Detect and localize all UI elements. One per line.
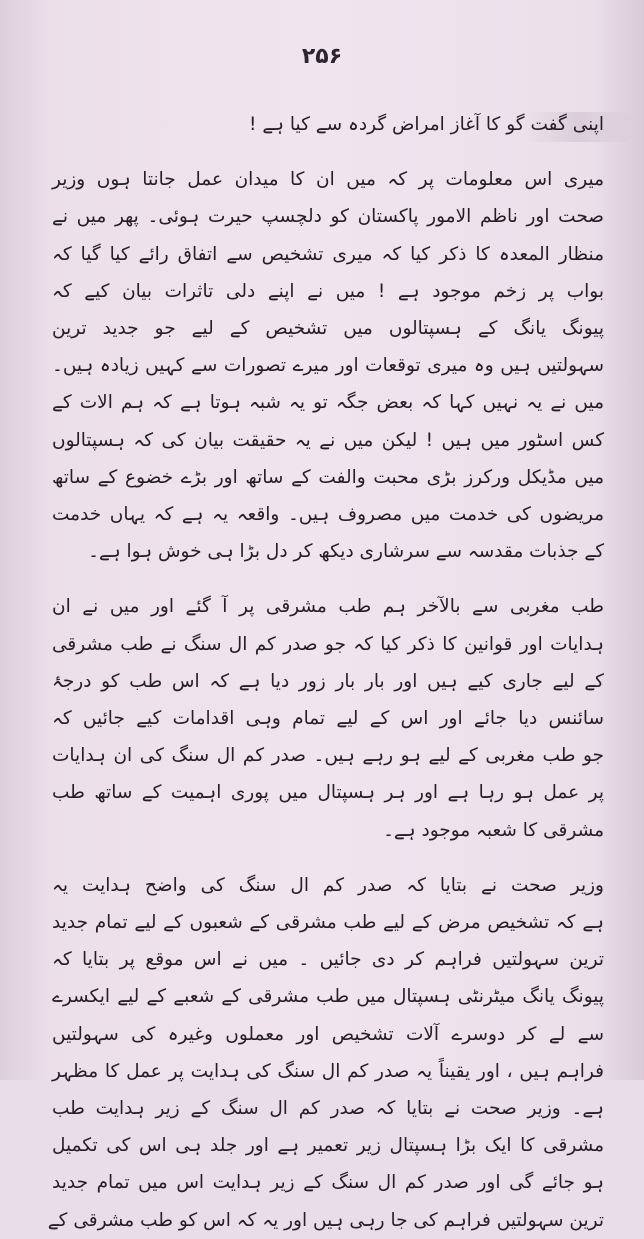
text-line: اپنی گفت گو کا آغاز امراض گردہ سے کیا ہے ! bbox=[249, 114, 604, 135]
text-line: کس اسٹور میں ہیں ! لیکن میں نے یہ حقیقت بیان کی کہ ہسپتالوں bbox=[52, 429, 604, 451]
text-line: میری اس معلومات پر کہ میں ان کا میدان عمل جانتا ہوں وزیر bbox=[52, 169, 604, 191]
text-line: پیونگ یانگ میٹرنٹی ہسپتال میں طب مشرقی کے شعبے کے لیے ایکسرے bbox=[52, 986, 604, 1008]
text-line: پر عمل ہو رہا ہے اور ہر ہسپتال میں پوری اہمیت کے ساتھ طب bbox=[52, 782, 604, 804]
text-line: ترین سہولتیں فراہم کی جا رہی ہیں اور یہ کہ اس کو طب مشرقی کے bbox=[47, 1209, 604, 1231]
text-line: سہولتیں ہیں وہ میری توقعات اور میرے تصورات سے کہیں زیادہ ہیں۔ bbox=[52, 355, 604, 377]
text-line: مشرقی کا ایک بڑا ہسپتال زیر تعمیر ہے اور جلد ہی اس کی تکمیل bbox=[52, 1135, 604, 1157]
text-line: مریضوں کی خدمت میں مصروف ہیں۔ واقعہ یہ ہے کہ یہاں خدمت bbox=[52, 504, 604, 526]
text-line: بواب پر زخم موجود ہے ! میں نے اپنے دلی تاثرات بیان کیے کہ bbox=[52, 280, 604, 302]
text-line: وزیر صحت نے بتایا کہ صدر کم ال سنگ کی واضح ہدایت یہ bbox=[52, 874, 604, 896]
text-line: ہے کہ تشخیص مرض کے لیے طب مشرقی کے شعبوں کے لیے تمام جدید bbox=[52, 912, 604, 934]
text-line: ہے۔ وزیر صحت نے بتایا کہ صدر کم ال سنگ کے زیر ہدایت طب bbox=[52, 1098, 604, 1120]
text-line: سے لے کر دوسرے آلات تشخیص اور معملوں وغیرہ کی سہولتیں bbox=[52, 1023, 604, 1045]
text-line: کے لیے جاری کیے ہیں اور بار بار زور دیا ہے کہ اس طب کو درجۂ bbox=[52, 670, 604, 692]
paragraph bbox=[52, 106, 604, 143]
text-line: مشرقی کا شعبہ موجود ہے۔ bbox=[383, 819, 604, 841]
text-line: طب مغربی سے بالآخر ہم طب مشرقی پر آ گئے اور میں نے ان bbox=[52, 596, 604, 618]
paragraph bbox=[52, 588, 604, 848]
text-line: ہو جائے گی اور صدر کم ال سنگ کے زیر ہدایت اس میں تمام جدید bbox=[52, 1172, 604, 1194]
text-line: فراہم ہیں ، اور یقیناً یہ صدر کم ال سنگ کی ہدایت پر عمل کا مظہر bbox=[52, 1060, 604, 1082]
text-line: کے جذبات مقدسہ سے سرشاری دیکھ کر دل بڑا ہی خوش ہوا ہے۔ bbox=[88, 541, 604, 563]
text-line: منظار المعدہ کا ذکر کیا کہ میری تشخیص سے اتفاق رائے کیا گیا کہ bbox=[52, 243, 604, 265]
page-text bbox=[47, 106, 604, 1231]
page-number: ۲۵۶ bbox=[301, 44, 343, 69]
text-line: جو طب مغربی کے لیے ہو رہے ہیں۔ صدر کم ال سنگ کی ان ہدایات bbox=[52, 745, 604, 767]
text-line: ترین سہولتیں فراہم کر دی جائیں ۔ میں نے اس موقع پر بتایا کہ bbox=[52, 949, 604, 971]
text-line: میں نے یہ نہیں کہا کہ بعض جگہ تو یہ شبہ ہوتا ہے کہ ہم الات کے bbox=[52, 392, 604, 414]
paragraph bbox=[52, 161, 604, 570]
paragraph bbox=[47, 867, 604, 1239]
text-line: صحت اور ناظم الامور پاکستان کو دلچسپ حیرت ہوئی۔ پھر میں نے bbox=[52, 206, 604, 228]
text-line: پیونگ یانگ کے ہسپتالوں میں تشخیص کے لیے جو جدید ترین bbox=[52, 318, 604, 340]
text-line: میں مڈیکل ورکرز بڑی محبت والفت کے ساتھ اور بڑے خضوع کے ساتھ bbox=[52, 466, 604, 488]
text-line: ہدایات اور قوانین کا ذکر کیا کہ جو صدر کم ال سنگ نے طب مشرقی bbox=[52, 633, 604, 655]
text-line: سائنس دیا جائے اور اس کے لیے تمام وہی اقدامات کیے جائیں کہ bbox=[52, 708, 604, 730]
